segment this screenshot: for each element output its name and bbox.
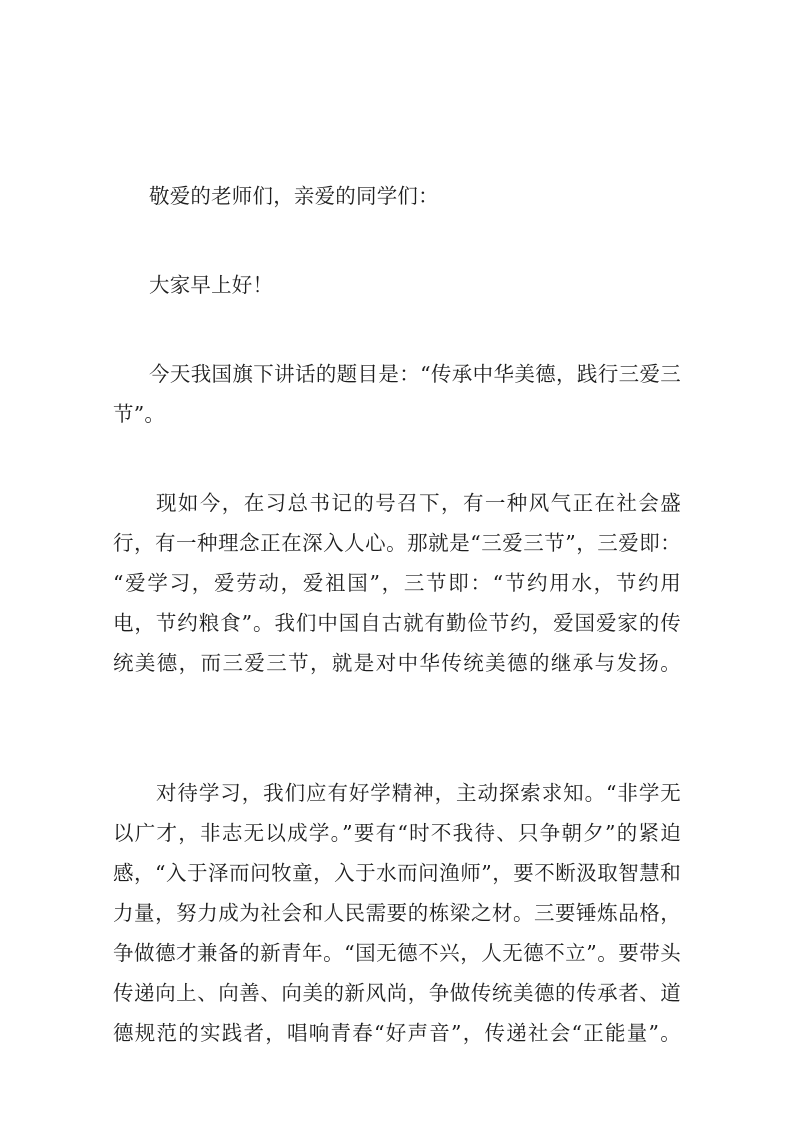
document-text-body — [113, 176, 681, 1093]
paragraph-salutation: 敬爱的老师们，亲爱的同学们： — [149, 184, 439, 208]
paragraph-greeting: 大家早上好！ — [149, 273, 274, 297]
paragraph-body-2: 对待学习，我们应有好学精神，主动探索求知。“非学无以广才，非志无以成学。”要有“时不我待、只争朝夕”的紧迫感，“入于泽而问牧童，入于水而问渔师”，要不断汲取智慧和力量，努力成为社会和人民需要的栋梁之材。三要锤炼品格，争做德才兼备的新青年。“国无德不兴，人无德不立”。要带头传递向上、向善、向美的新风尚，争做传统美德的传承者、道德规范的实践者，唱响青春“好声音”，传递社会“正能量”。 — [113, 781, 681, 1045]
paragraph-topic: 今天我国旗下讲话的题目是：“传承中华美德，践行三爱三节”。 — [113, 362, 681, 426]
paragraph-body-1: 现如今，在习总书记的号召下，有一种风气正在社会盛行，有一种理念正在深入人心。那就是“三爱三节”，三爱即：“爱学习，爱劳动，爱祖国”，三节即：“节约用水，节约用电，节约粮食”。我们中国自古就有勤俭节约，爱国爱家的传统美德，而三爱三节，就是对中华传统美德的继承与发扬。 — [113, 491, 681, 675]
